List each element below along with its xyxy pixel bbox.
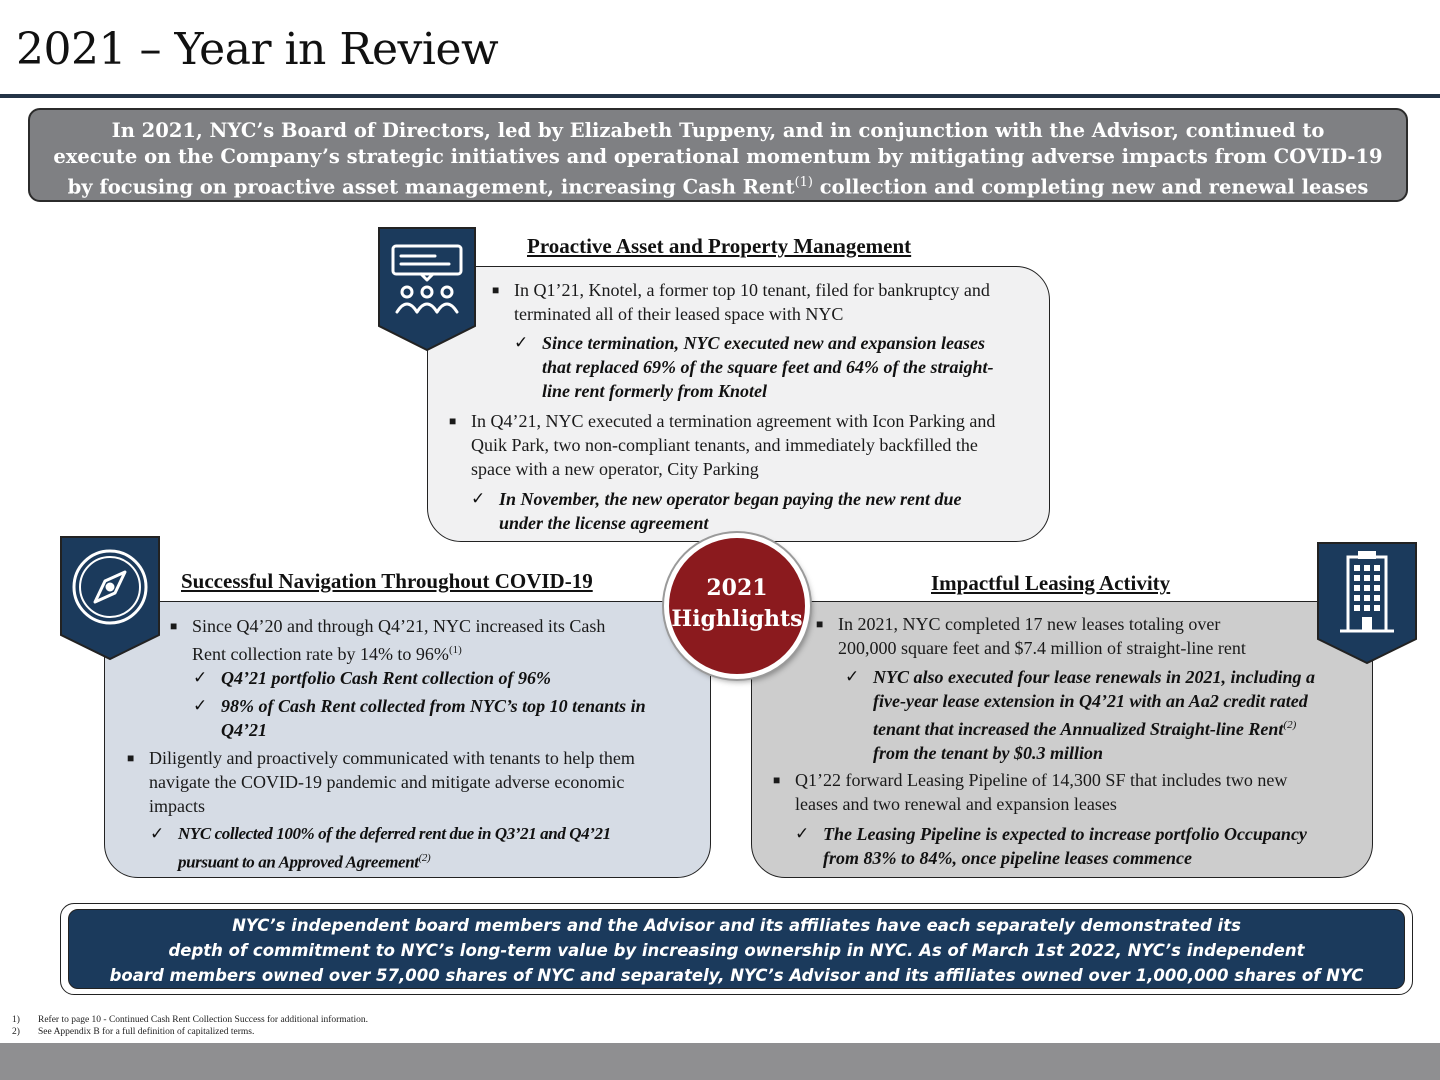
commitment-line-1: NYC’s independent board members and the Advisor and its affiliates have each separately demonstrated its [232, 916, 1241, 935]
highlights-label: Highlights [671, 606, 803, 632]
commitment-line-3: board members owned over 57,000 shares of NYC and separately, NYC’s Advisor and its affiliates owned over 1,000,000 shares of NYC [109, 966, 1364, 985]
checkmark-icon: ✓ [471, 489, 486, 509]
footnote-ref: (1) [448, 644, 462, 656]
leasing-activity-heading: Impactful Leasing Activity [931, 571, 1171, 595]
checkmark-icon: ✓ [193, 696, 208, 716]
highlights-circle [664, 533, 810, 679]
footnote-ref: (2) [1283, 719, 1297, 731]
bullet-knotel: ■ In Q1’21, Knotel, a former top 10 tenant, filed for bankruptcy and terminated all of their leased space with NYC [492, 280, 990, 324]
footnote-1: 1) Refer to page 10 - Continued Cash Rent Collection Success for additional information. [12, 1015, 369, 1025]
title-divider [0, 94, 1440, 98]
check-portfolio-collection: ✓ Q4’21 portfolio Cash Rent collection of 96% [193, 668, 551, 688]
check-occupancy: ✓ The Leasing Pipeline is expected to increase portfolio Occupancy from 83% to 84%, once pipeline leases commence [795, 824, 1307, 868]
page-title: 2021 – Year in Review [16, 24, 499, 75]
office-building-icon-badge [1316, 541, 1418, 665]
checkmark-icon: ✓ [193, 668, 208, 688]
checkmark-icon: ✓ [150, 824, 164, 844]
compass-icon-badge [59, 535, 161, 661]
bullet-leasing-pipeline: ■ Q1’22 forward Leasing Pipeline of 14,300 SF that includes two new leases and two renewal and expansion leases [773, 770, 1288, 814]
footnote-2: 2) See Appendix B for a full definition of capitalized terms. [12, 1027, 255, 1037]
check-knotel-leases: ✓ Since termination, NYC executed new and expansion leases that replaced 69% of the square feet and 64% of the straight- line rent formerly from Knotel [514, 333, 994, 401]
asset-management-heading: Proactive Asset and Property Management [527, 234, 912, 258]
bullet-icon-parking: ■ In Q4’21, NYC executed a termination agreement with Icon Parking and Quik Park, two non-compliant tenants, and immediately backfilled the space with a new operator, City Parking [449, 411, 996, 479]
commitment-line-2: depth of commitment to NYC’s long-term value by increasing ownership in NYC. As of March 1st 2022, NYC’s independent [168, 941, 1305, 960]
checkmark-icon: ✓ [845, 667, 860, 687]
check-top10-collection: ✓ 98% of Cash Rent collected from NYC’s top 10 tenants in Q4’21 [193, 696, 646, 740]
highlights-year: 2021 [706, 575, 768, 601]
summary-banner [28, 108, 1408, 202]
checkmark-icon: ✓ [795, 824, 810, 844]
check-city-parking: ✓ In November, the new operator began paying the new rent due under the license agreement [471, 489, 962, 533]
checkmark-icon: ✓ [514, 333, 529, 353]
footer-bar [0, 1043, 1440, 1080]
commitment-banner [68, 909, 1405, 989]
bullet-new-leases: ■ In 2021, NYC completed 17 new leases totaling over 200,000 square feet and $7.4 million of straight-line rent [816, 614, 1246, 658]
covid-navigation-heading: Successful Navigation Throughout COVID-19 [181, 569, 593, 593]
check-lease-renewals: ✓ NYC also executed four lease renewals in 2021, including a five-year lease extension in Q4’21 with an Aa2 credit rated tenant that increased the Annualized Straight-line Rent$^{(2)}$ from the tenant by $0.3 million [845, 667, 1316, 763]
banner-line-2: execute on the Company’s strategic initiatives and operational momentum by mitigating adverse impacts from COVID-19 [53, 145, 1383, 168]
banner-line-3: by focusing on proactive asset management, increasing Cash Rent$^{(1)}$ collection and completing new and renewal leases [67, 175, 1369, 199]
footnote-ref: (2) [418, 852, 431, 864]
banner-line-1: In 2021, NYC’s Board of Directors, led by Elizabeth Tuppeny, and in conjunction with the Advisor, continued to [111, 119, 1325, 142]
bullet-cash-rent-rate: ■ Since Q4’20 and through Q4’21, NYC increased its Cash Rent collection rate by 14% to 96%$^{(1)}$ [170, 616, 606, 664]
check-deferred-rent: ✓ NYC collected 100% of the deferred rent due in Q3’21 and Q4’21 pursuant to an Approved Agreement$^{(2)}$ [150, 824, 611, 872]
footnote-ref: (1) [794, 175, 813, 190]
bullet-tenant-communication: ■ Diligently and proactively communicated with tenants to help them navigate the COVID-19 pandemic and mitigate adverse economic impacts [127, 748, 635, 816]
presentation-audience-icon-badge [377, 226, 477, 352]
